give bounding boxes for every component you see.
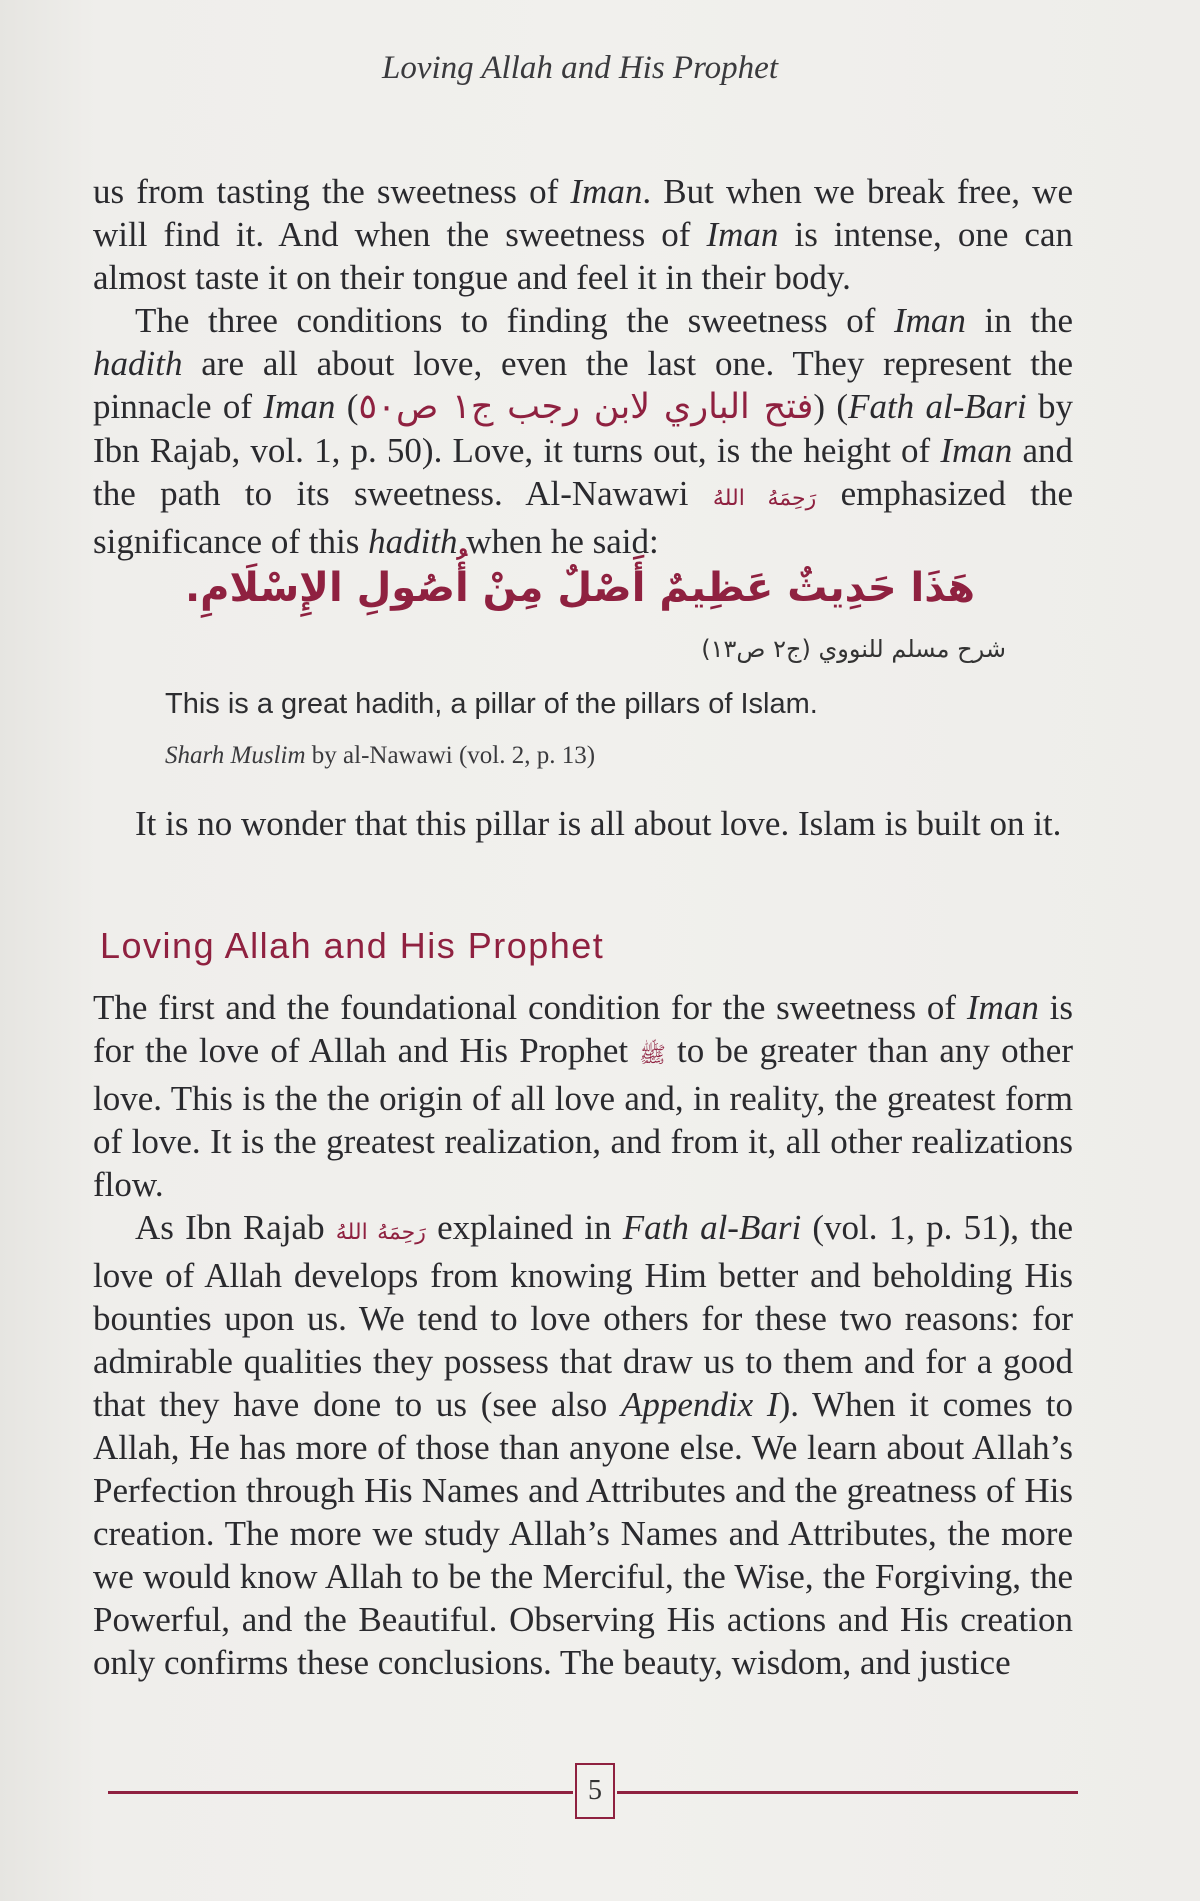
paragraph: The three conditions to finding the sweetness of Iman in the hadith are all about love, even the last one. They represent the pinnacle of Iman (فتح الباري لابن رجب ج١ ص٥٠) (Fath al-Bari by Ibn Rajab, vol. 1, p. 50). Love, it turns out, is the height of Iman and the path to its sweetness. Al-Nawawi رَحِمَهُ اللهُ emphasized the significance of this hadith when he said:	[93, 301, 1074, 561]
paragraph: The first and the foundational condition for the sweetness of Iman is for the love of Allah and His Prophet ﷺ to be greater than any other love. This is the the origin of all love and, in reality, the greatest form of love. It is the greatest realization, and from it, all other realizations flow.	[93, 988, 1073, 1204]
paragraph: As Ibn Rajab رَحِمَهُ اللهُ explained in Fath al-Bari (vol. 1, p. 51), the love of Allah develops from knowing Him better and beholding His bounties upon us. We tend to love others for these two reasons: for admirable qualities they possess that draw us to them and for a good that they have done to us (see also Appendix I). When it comes to Allah, He has more of those than anyone else. We learn about Allah’s Perfection through His Names and Attributes and the greatness of His creation. The more we study Allah’s Names and Attributes, the more we would know Allah to be the Merciful, the Wise, the Forgiving, the Powerful, and the Beautiful. Observing His actions and His creation only confirms these conclusions. The beauty, wisdom, and justice	[93, 1208, 1074, 1682]
honorific-glyph: رَحِمَهُ اللهُ	[335, 1220, 426, 1245]
salawat-icon: ﷺ	[639, 1043, 666, 1068]
footer-rule-right	[617, 1791, 1078, 1794]
page-number: 5	[575, 1763, 615, 1819]
running-header: Loving Allah and His Prophet	[382, 50, 778, 86]
quote-translation: This is a great hadith, a pillar of the pillars of Islam.	[165, 688, 818, 720]
honorific-glyph: رَحِمَهُ اللهُ	[712, 486, 817, 511]
paragraph: It is no wonder that this pillar is all about love. Islam is built on it.	[135, 804, 1062, 843]
text-block-top	[93, 170, 1073, 563]
arabic-hadith-quote: هَذَا حَدِيثٌ عَظِيمٌ أَصْلٌ مِنْ أُصُولِ الإِسْلَامِ.	[184, 565, 976, 611]
footer-rule-left	[108, 1791, 573, 1794]
quote-citation: Sharh Muslim by al-Nawawi (vol. 2, p. 13)	[165, 742, 596, 769]
text-block-middle	[93, 802, 1073, 845]
paragraph: us from tasting the sweetness of Iman. But when we break free, we will find it. And when the sweetness of Iman is intense, one can almost taste it on their tongue and feel it in their body.	[93, 172, 1073, 297]
section-heading: Loving Allah and His Prophet	[100, 925, 605, 966]
arabic-reference: فتح الباري لابن رجب ج١ ص٥٠	[358, 387, 814, 427]
text-block-bottom	[93, 986, 1073, 1684]
arabic-quote-source: شرح مسلم للنووي (ج٢ ص١٣)	[701, 635, 1006, 663]
